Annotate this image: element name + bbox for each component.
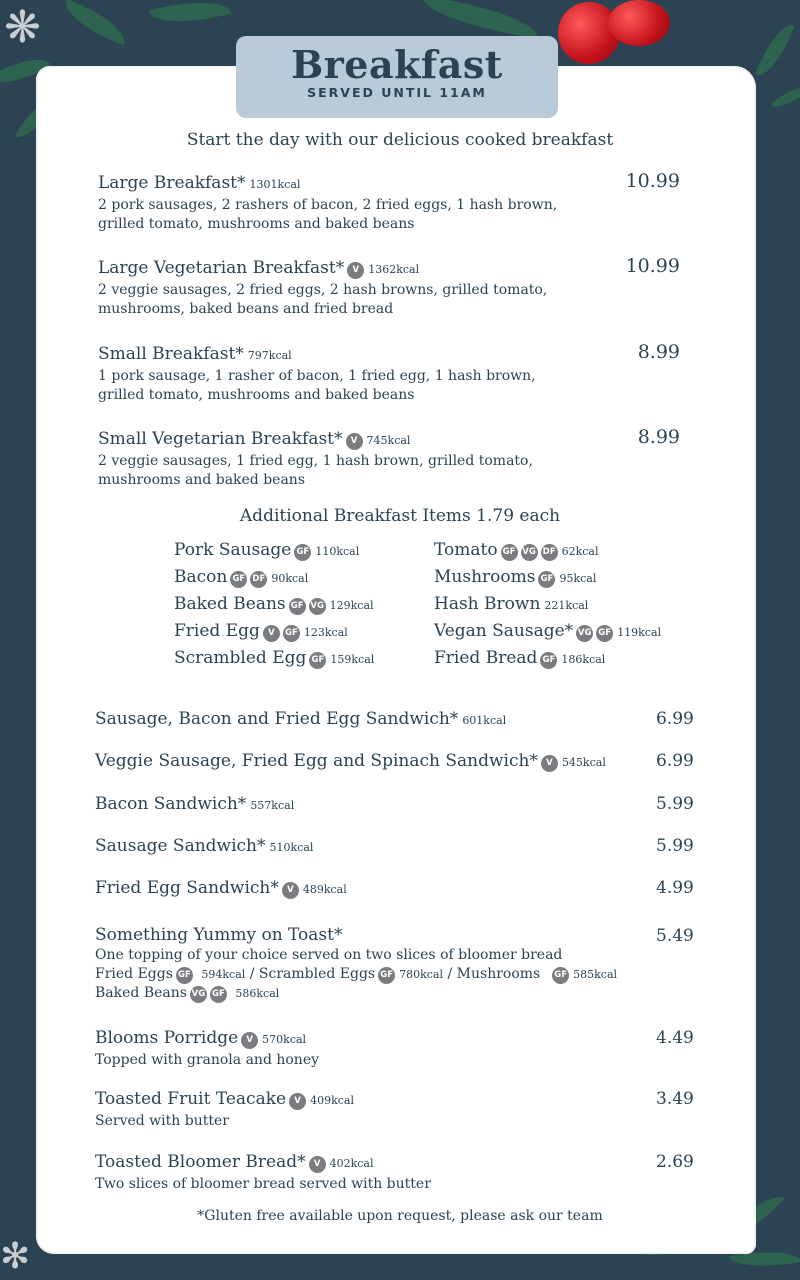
additional-item-name: Hash Brown <box>434 594 541 614</box>
additional-item <box>174 567 374 594</box>
menu-item <box>95 750 606 774</box>
dietary-badge-icon: V <box>309 1156 326 1173</box>
additional-item-kcal: 186kcal <box>561 653 606 666</box>
menu-item-kcal: 545kcal <box>561 756 606 769</box>
additional-item-name: Mushrooms <box>434 567 536 587</box>
menu-item-description: Topped with granola and honey <box>95 1052 320 1068</box>
menu-item-price: 10.99 <box>625 255 680 277</box>
serving-time: SERVED UNTIL 11AM <box>307 85 487 100</box>
menu-item-title <box>95 1088 354 1112</box>
dietary-badge-icon: GF <box>596 625 613 642</box>
menu-item <box>95 1151 431 1194</box>
dietary-badge-icon: GF <box>501 544 518 561</box>
menu-item-name: Sausage Sandwich* <box>95 836 266 856</box>
menu-item-title <box>98 172 557 196</box>
menu-item-title <box>95 750 606 774</box>
menu-item-name: Toasted Fruit Teacake <box>95 1089 287 1109</box>
additional-item-kcal: 221kcal <box>544 599 589 612</box>
toast-options-row-1 <box>95 965 617 984</box>
toast-option-name: Scrambled Eggs <box>258 966 376 982</box>
dietary-badge-icon: GF <box>210 986 227 1003</box>
menu-item <box>98 172 557 234</box>
menu-item-kcal: 745kcal <box>366 434 411 447</box>
menu-item <box>95 1088 354 1131</box>
menu-item-name: Sausage, Bacon and Fried Egg Sandwich* <box>95 709 459 729</box>
additional-item-kcal: 95kcal <box>559 572 597 585</box>
additional-items-left <box>174 540 374 675</box>
menu-item-name: Small Breakfast* <box>98 344 244 364</box>
menu-item-price: 8.99 <box>637 426 680 448</box>
menu-item-kcal: 489kcal <box>302 883 347 896</box>
additional-item <box>434 594 661 621</box>
additional-item-name: Fried Bread <box>434 648 538 668</box>
page-title: Breakfast <box>291 42 503 87</box>
menu-item-name: Veggie Sausage, Fried Egg and Spinach Sandwich* <box>95 751 538 771</box>
dietary-badge-icon: GF <box>552 967 569 984</box>
menu-item <box>98 343 536 405</box>
toast-option-name: Fried Eggs <box>95 966 173 982</box>
intro-text: Start the day with our delicious cooked breakfast <box>186 130 614 150</box>
menu-item-description: 2 pork sausages, 2 rashers of bacon, 2 fried eggs, 1 hash brown, <box>98 197 558 213</box>
menu-item-description: grilled tomato, mushrooms and baked beans <box>98 387 415 403</box>
menu-item-name: Small Vegetarian Breakfast* <box>98 429 343 449</box>
menu-item-name: Bacon Sandwich* <box>95 794 247 814</box>
leaf-icon <box>148 0 231 34</box>
menu-item <box>95 877 347 901</box>
additional-item <box>434 648 661 675</box>
additional-item-kcal: 62kcal <box>561 545 599 558</box>
additional-item-kcal: 129kcal <box>329 599 374 612</box>
additional-item-kcal: 159kcal <box>330 653 375 666</box>
dietary-badge-icon: GF <box>294 544 311 561</box>
title-banner <box>236 36 558 118</box>
leaf-icon <box>770 79 800 115</box>
menu-item-title <box>95 793 294 817</box>
additional-item-kcal: 110kcal <box>315 545 360 558</box>
dietary-badge-icon: VG <box>309 598 326 615</box>
separator: / <box>249 966 255 982</box>
menu-item-name: Fried Egg Sandwich* <box>95 878 279 898</box>
dietary-badge-icon: DF <box>541 544 558 561</box>
menu-item-title <box>98 428 533 452</box>
additional-item <box>174 540 374 567</box>
menu-item-kcal: 510kcal <box>269 841 314 854</box>
dietary-badge-icon: GF <box>176 967 193 984</box>
menu-item-title <box>95 1027 319 1051</box>
toast-option-kcal: 585kcal <box>573 968 618 981</box>
menu-item-description: 1 pork sausage, 1 rasher of bacon, 1 fried egg, 1 hash brown, <box>98 368 536 384</box>
additional-item-kcal: 90kcal <box>271 572 309 585</box>
additional-item-name: Scrambled Egg <box>174 648 307 668</box>
menu-item-title <box>95 835 313 859</box>
additional-item <box>174 594 374 621</box>
menu-item-kcal: 402kcal <box>329 1157 374 1170</box>
additional-item <box>434 540 661 567</box>
dietary-badge-icon: GF <box>378 967 395 984</box>
menu-item-kcal: 797kcal <box>247 349 292 362</box>
menu-item-name: Large Breakfast* <box>98 173 246 193</box>
menu-item-kcal: 570kcal <box>262 1033 307 1046</box>
menu-item-price: 5.99 <box>656 794 694 814</box>
dietary-badge-icon: V <box>282 882 299 899</box>
menu-item-description: grilled tomato, mushrooms and baked beans <box>98 216 415 232</box>
menu-item-price: 6.99 <box>656 709 694 729</box>
menu-item <box>98 257 547 319</box>
menu-item-name: Toasted Bloomer Bread* <box>95 1152 306 1172</box>
menu-item-description: mushrooms, baked beans and fried bread <box>98 301 394 317</box>
menu-item-kcal: 1301kcal <box>249 178 301 191</box>
menu-item-title <box>95 708 506 732</box>
leaf-icon <box>58 0 132 45</box>
toast-option-name: Baked Beans <box>95 985 187 1001</box>
toast-option-name: Mushrooms <box>456 966 541 982</box>
additional-items-right <box>434 540 661 675</box>
additional-item <box>174 648 374 675</box>
menu-item <box>95 708 506 732</box>
toast-option-kcal: 586kcal <box>235 987 280 1000</box>
additional-item-name: Bacon <box>174 567 228 587</box>
menu-item <box>98 428 533 490</box>
menu-item-price: 10.99 <box>625 170 680 192</box>
menu-item-price: 3.49 <box>656 1089 694 1109</box>
toast-item <box>95 924 617 1003</box>
snowflake-icon: ✻ <box>0 1236 31 1277</box>
dietary-badge-icon: GF <box>538 571 555 588</box>
menu-item-description: Two slices of bloomer bread served with butter <box>95 1176 431 1192</box>
dietary-badge-icon: V <box>241 1032 258 1049</box>
dietary-badge-icon: DF <box>250 571 267 588</box>
menu-item-description: Served with butter <box>95 1113 229 1129</box>
menu-item-kcal: 601kcal <box>462 714 507 727</box>
menu-item-price: 4.49 <box>656 1028 694 1048</box>
dietary-badge-icon: VG <box>576 625 593 642</box>
additional-item-name: Baked Beans <box>174 594 286 614</box>
additional-item <box>434 621 661 648</box>
berry-icon <box>608 0 670 46</box>
toast-option-kcal: 780kcal <box>399 968 444 981</box>
menu-item-price: 4.99 <box>656 878 694 898</box>
dietary-badge-icon: GF <box>230 571 247 588</box>
additional-item-name: Vegan Sausage* <box>434 621 574 641</box>
additional-item <box>174 621 374 648</box>
snowflake-icon: ❋ <box>4 2 41 53</box>
dietary-badge-icon: V <box>347 262 364 279</box>
additional-item-kcal: 119kcal <box>617 626 662 639</box>
menu-item <box>95 835 313 859</box>
additional-item-name: Fried Egg <box>174 621 260 641</box>
menu-item <box>95 793 294 817</box>
menu-item-description: 2 veggie sausages, 1 fried egg, 1 hash brown, grilled tomato, <box>98 453 533 469</box>
dietary-badge-icon: V <box>289 1093 306 1110</box>
menu-item-kcal: 1362kcal <box>368 263 420 276</box>
toast-option-kcal: 594kcal <box>201 968 246 981</box>
menu-item-price: 8.99 <box>637 341 680 363</box>
toast-item-name: Something Yummy on Toast* <box>95 925 343 945</box>
separator: / <box>447 966 453 982</box>
toast-options-row-2 <box>95 984 617 1003</box>
menu-item-kcal: 557kcal <box>250 799 295 812</box>
menu-item-description: 2 veggie sausages, 2 fried eggs, 2 hash browns, grilled tomato, <box>98 282 548 298</box>
menu-item-kcal: 409kcal <box>310 1094 354 1107</box>
dietary-badge-icon: VG <box>190 986 207 1003</box>
additional-item <box>434 567 661 594</box>
menu-item-title <box>95 1151 431 1175</box>
menu-item-price: 6.99 <box>656 751 694 771</box>
toast-item-price: 5.49 <box>656 926 694 946</box>
menu-item-title <box>95 877 347 901</box>
dietary-badge-icon: GF <box>540 652 557 669</box>
dietary-badge-icon: VG <box>521 544 538 561</box>
menu-item <box>95 1027 319 1070</box>
dietary-badge-icon: GF <box>309 652 326 669</box>
additional-items-title: Additional Breakfast Items 1.79 each <box>239 506 561 526</box>
menu-item-name: Large Vegetarian Breakfast* <box>98 258 345 278</box>
dietary-badge-icon: V <box>346 433 363 450</box>
dietary-badge-icon: GF <box>289 598 306 615</box>
menu-item-title <box>98 257 547 281</box>
leaf-icon <box>755 18 794 81</box>
dietary-badge-icon: V <box>541 755 558 772</box>
menu-item-price: 5.99 <box>656 836 694 856</box>
toast-item-description: One topping of your choice served on two slices of bloomer bread <box>95 947 563 963</box>
additional-item-name: Tomato <box>434 540 498 560</box>
menu-item-description: mushrooms and baked beans <box>98 472 306 488</box>
dietary-badge-icon: V <box>263 625 280 642</box>
menu-item-title <box>98 343 536 367</box>
additional-item-name: Pork Sausage <box>174 540 292 560</box>
additional-item-kcal: 123kcal <box>303 626 348 639</box>
menu-item-price: 2.69 <box>656 1152 694 1172</box>
leaf-icon <box>419 0 541 38</box>
dietary-badge-icon: GF <box>283 625 300 642</box>
menu-item-name: Blooms Porridge <box>95 1028 239 1048</box>
footnote: *Gluten free available upon request, please ask our team <box>197 1208 603 1224</box>
